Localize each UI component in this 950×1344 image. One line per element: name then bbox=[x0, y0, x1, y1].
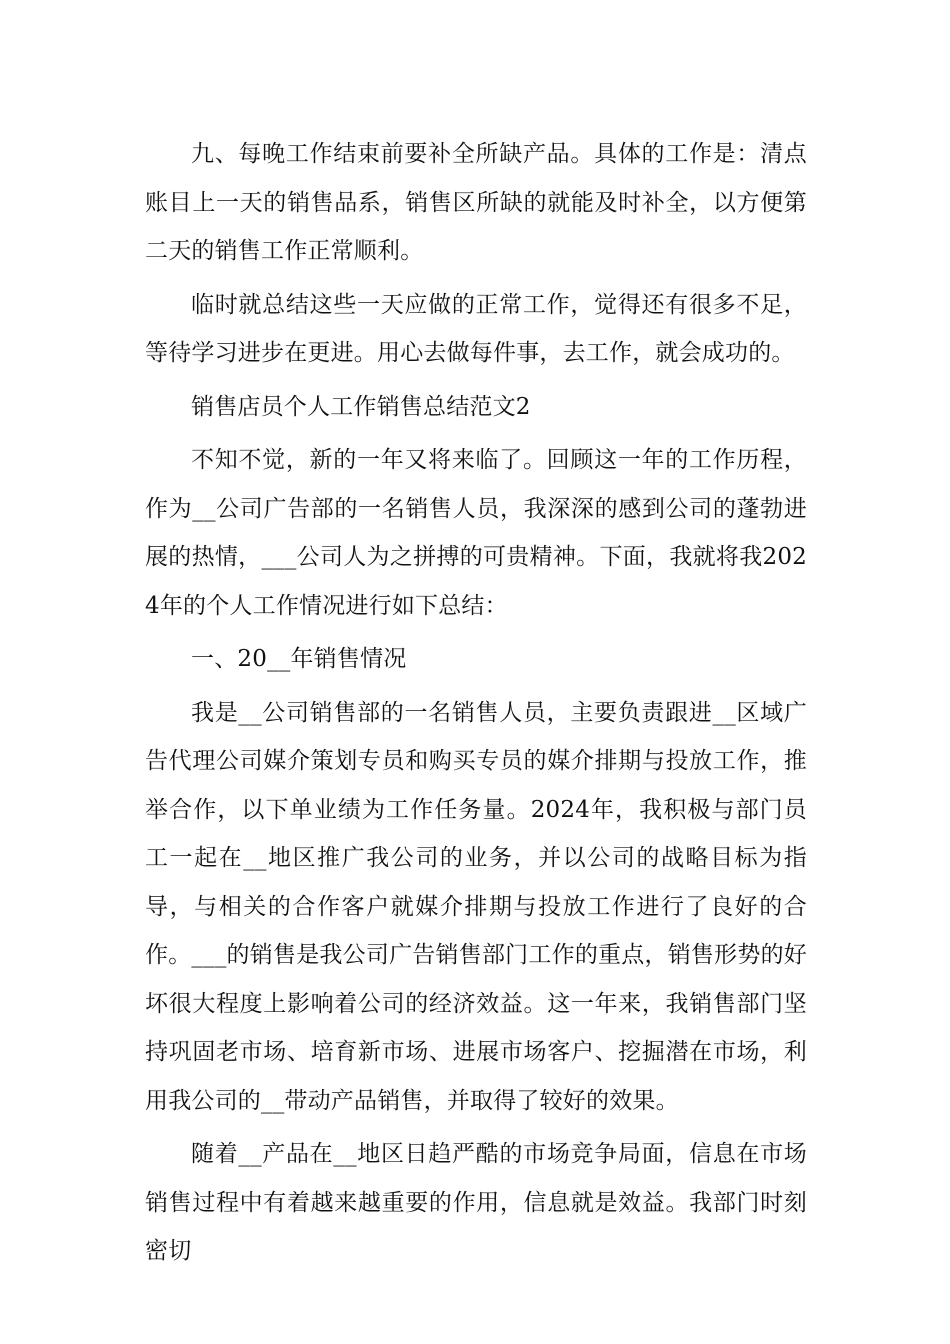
heading-sales-situation: 一、20__年销售情况 bbox=[191, 646, 407, 672]
section-title-sample-2: 销售店员个人工作销售总结范文2 bbox=[191, 393, 531, 420]
document-body bbox=[145, 130, 807, 1281]
paragraph-restock-products: 九、每晚工作结束前要补全所缺产品。具体的工作是：清点账目上一天的销售品系，销售区所缺的就能及时补全，以方便第二天的销售工作正常顺利。 bbox=[145, 141, 807, 264]
paragraph-sales-role: 我是__公司销售部的一名销售人员，主要负责跟进__区域广告代理公司媒介策划专员和购买专员的媒介排期与投放工作，推举合作，以下单业绩为工作任务量。2024年，我积极与部门员工一起在__地区推广我公司的业务，并以公司的战略目标为指导，与相关的合作客户就媒介排期与投放工作进行了良好的合作。___的销售是我公司广告销售部门工作的重点，销售形势的好坏很大程度上影响着公司的经济效益。这一年来，我销售部门坚持巩固老市场、培育新市场、进展市场客户、挖掘潜在市场，利用我公司的__带动产品销售，并取得了较好的效果。 bbox=[145, 699, 807, 1114]
paragraph-market-competition: 随着__产品在__地区日趋严酷的市场竞争局面，信息在市场销售过程中有着越来越重要的作用，信息就是效益。我部门时刻密切 bbox=[145, 1141, 807, 1264]
paragraph-daily-summary: 临时就总结这些一天应做的正常工作，觉得还有很多不足，等待学习进步在更进。用心去做每件事，去工作，就会成功的。 bbox=[145, 291, 807, 366]
paragraph-year-review-intro: 不知不觉，新的一年又将来临了。回顾这一年的工作历程，作为__公司广告部的一名销售人员，我深深的感到公司的蓬勃进展的热情，___公司人为之拼搏的可贵精神。下面，我就将我2024年的个人工作情况进行如下总结： bbox=[145, 447, 807, 619]
